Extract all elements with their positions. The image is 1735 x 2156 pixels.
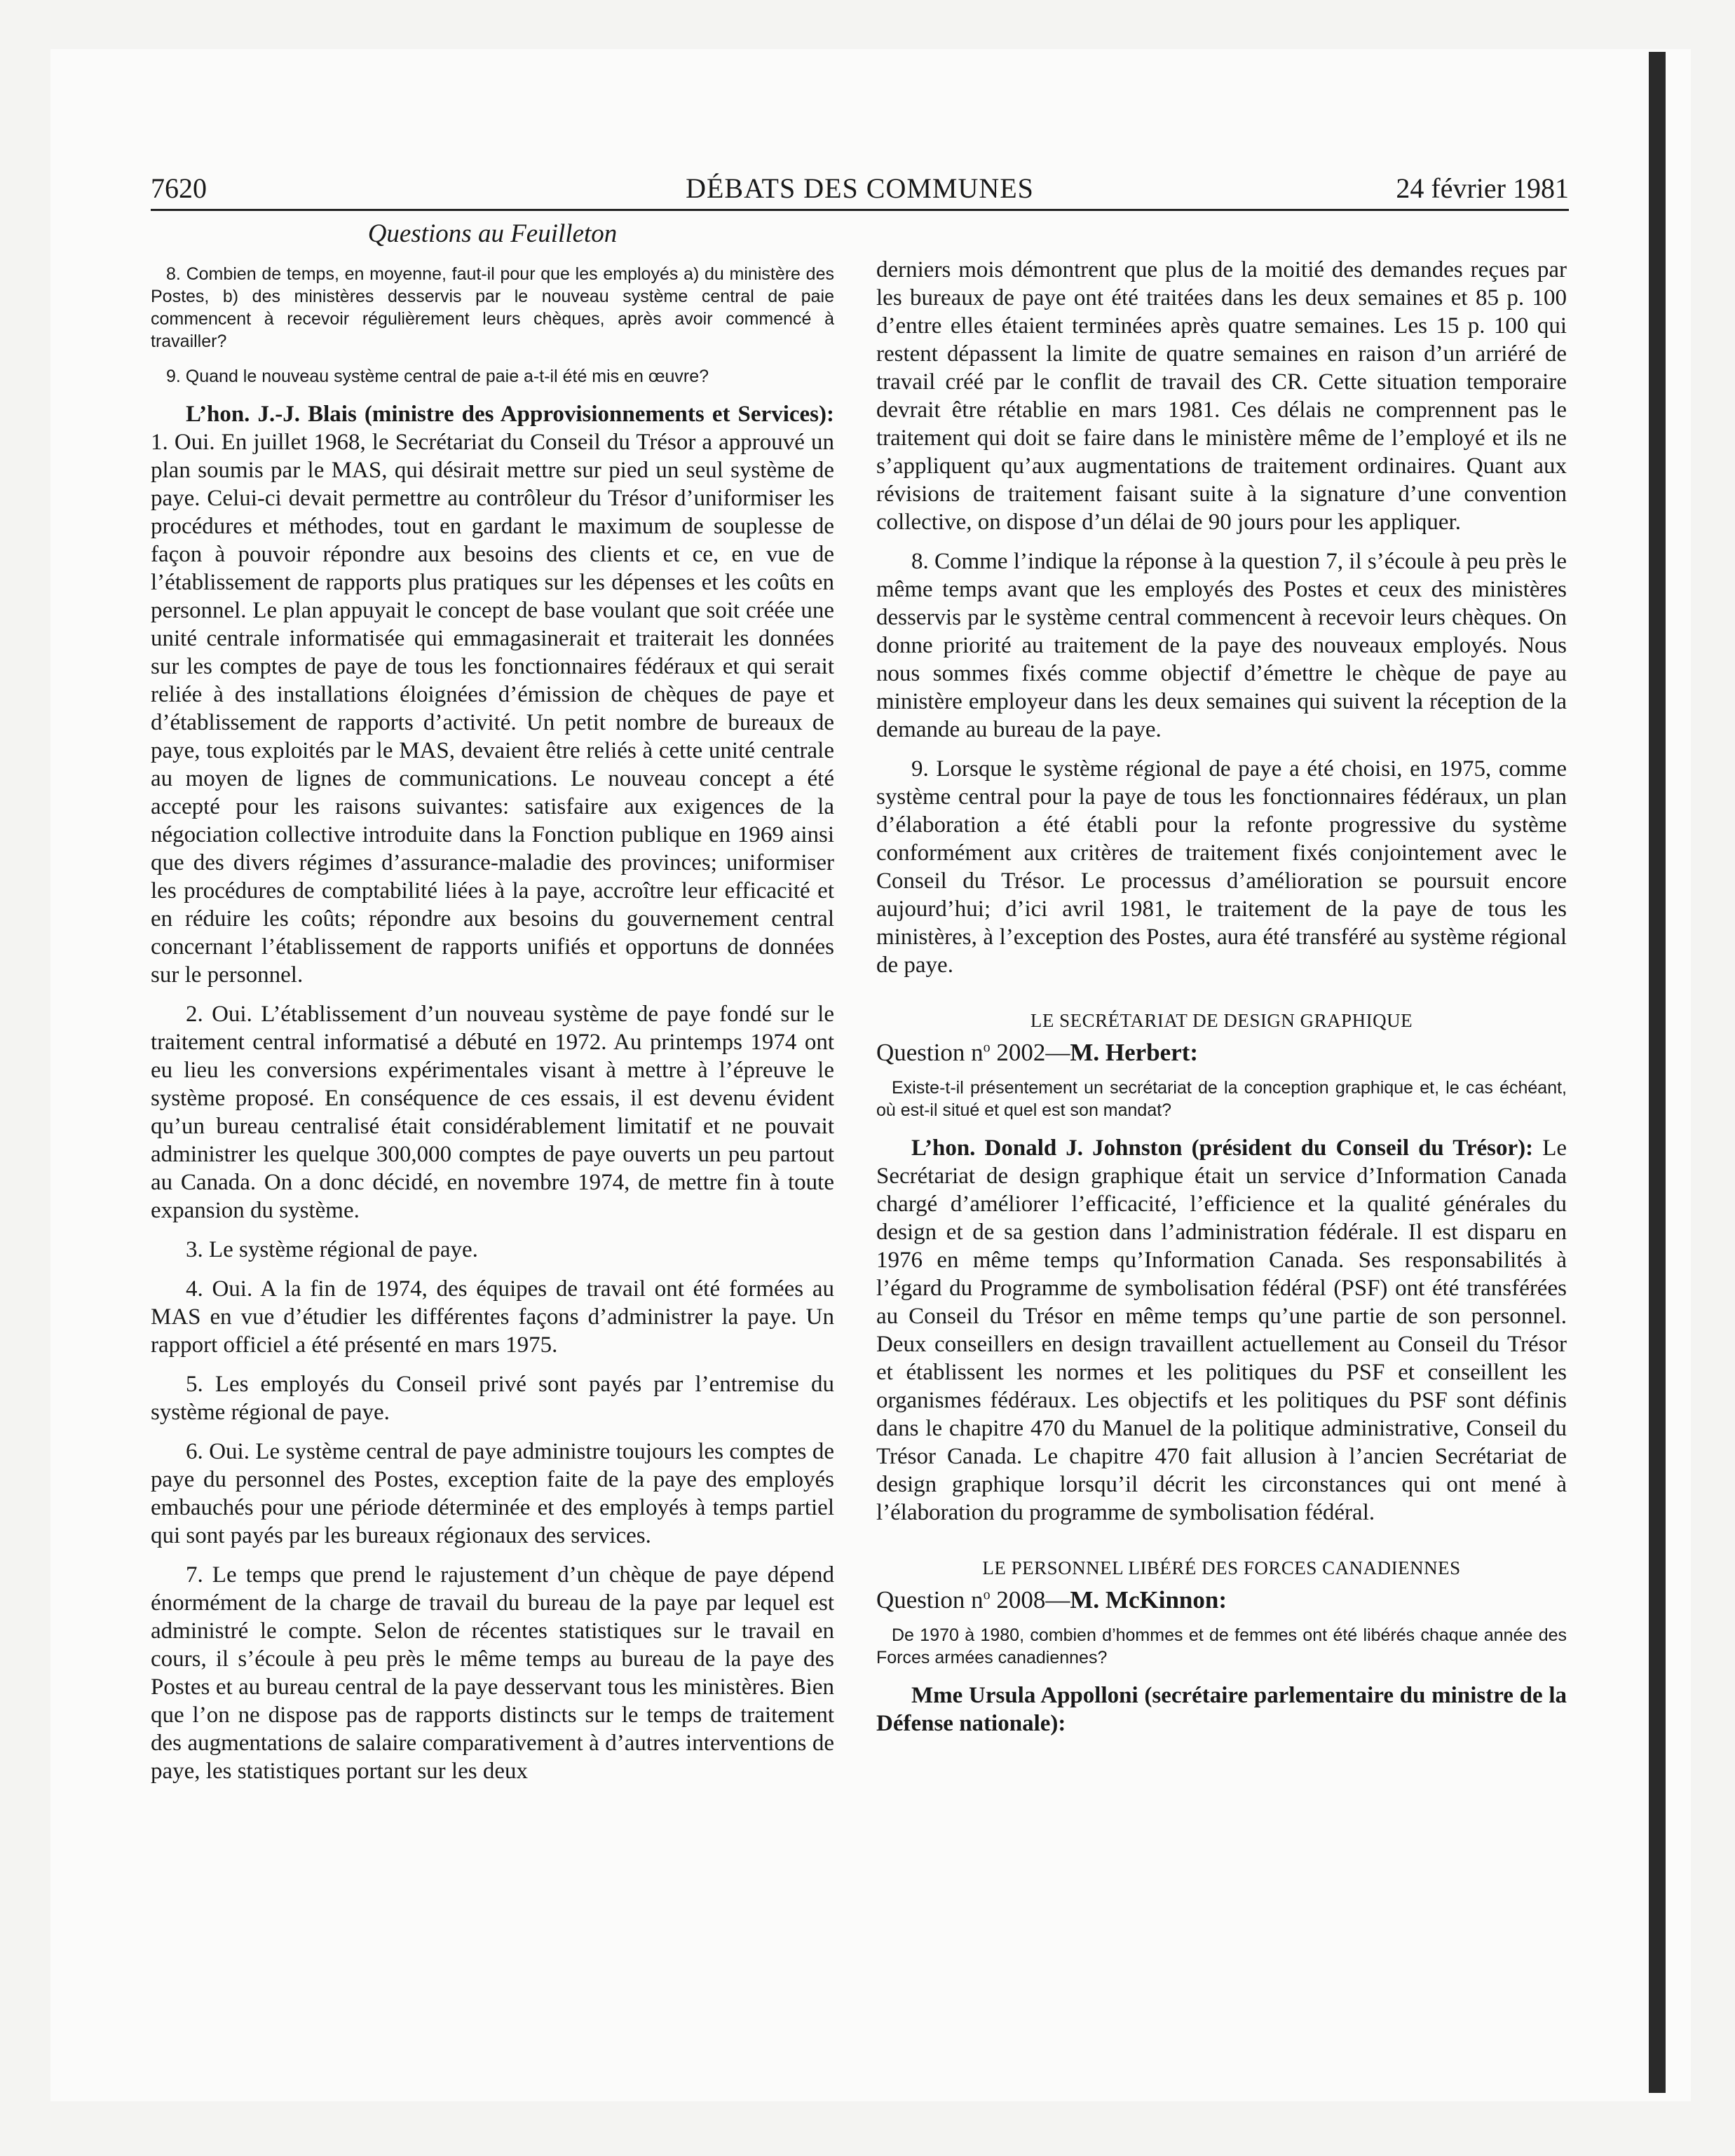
right-column [876, 256, 1567, 1749]
answer-1: 1. Oui. En juillet 1968, le Secrétariat du Conseil du Trésor a approuvé un plan soumis par le MAS, qui désirait mettre sur pied un seul système de paye. Celui-ci devait permettre au contrôleur du Trésor d’uniformiser les procédures et méthodes, tout en gardant le maximum de souplesse de façon à pouvoir répondre aux besoins des clients et ce, en vue de l’établissement de rapports plus pratiques sur les dépenses et les coûts en personnel. Le plan appuyait le concept de base voulant que soit créée une unité centrale informatisée qui emmagasinerait et traiterait les données sur les comptes de paye de tous les fonctionnaires fédéraux et qui serait reliée à des installations éloignées d’émission de chèques de paye et d’établissement de rapports d’activité. Un petit nombre de bureaux de paye, tous exploités par le MAS, devaient être reliés à cette unité centrale au moyen de lignes de communications. Le nouveau concept a été accepté pour les raisons suivantes: satisfaire aux exigences de la négociation collective introduite dans la Fonction publique en 1969 ainsi que des divers régimes d’assurance-maladie des provinces; uniformiser les procédures de comptabilité liées à la paye, accroître leur efficacité et en réduire les coûts; répondre aux besoins du gouvernement central concernant l’établissement de rapports unifiés et opportuns de données sur le personnel. [151, 430, 834, 988]
question-2008-text: De 1970 à 1980, combien d’hommes et de femmes ont été libérés chaque année des Forces armées canadiennes? [876, 1625, 1567, 1667]
answer-4: 4. Oui. A la fin de 1974, des équipes de travail ont été formées au MAS en vue d’étudier les différentes façons d’administrer la paye. Un rapport officiel a été présenté en mars 1975. [151, 1276, 834, 1358]
answer-paragraph-1 [151, 400, 834, 989]
answer-6: 6. Oui. Le système central de paye administre toujours les comptes de paye du personnel des Postes, exception faite de la paye des employés embauchés pour une période déterminée et des employés à temps partiel qui sont payés par les bureaux régionaux des services. [151, 1439, 834, 1548]
publication-title: DÉBATS DES COMMUNES [686, 172, 1034, 204]
answer-5: 5. Les employés du Conseil privé sont payés par l’entremise du système régional de paye. [151, 1372, 834, 1425]
left-column [151, 219, 834, 1796]
page-date: 24 février 1981 [1396, 172, 1569, 204]
rubric-design-graphique: LE SECRÉTARIAT DE DESIGN GRAPHIQUE [1030, 1010, 1413, 1031]
answer-2: 2. Oui. L’établissement d’un nouveau système de paye fondé sur le traitement central informatisé a débuté en 1972. Au printemps 1974 ont eu lieu les conversions expérimentales visant à mettre à l’épreuve le système proposé. En conséquence de ces essais, il est devenu évident qu’un bureau centralisé était considérablement limitatif et ne pouvait administrer les quelque 300,000 comptes de paye ouverts un peu partout au Canada. On a donc décidé, en novembre 1974, de mettre fin à toute expansion du système. [151, 1002, 834, 1223]
question-label: Question n [876, 1586, 984, 1613]
answer-3: 3. Le système régional de paye. [186, 1237, 478, 1262]
question-number: 2002— [990, 1039, 1070, 1066]
numero-sup: o [983, 1039, 991, 1056]
rubric-personnel-libere: LE PERSONNEL LIBÉRÉ DES FORCES CANADIENNES [982, 1557, 1461, 1578]
question-member: M. McKinnon: [1070, 1586, 1227, 1613]
question-2008-heading [876, 1586, 1567, 1614]
answer-7-continued: derniers mois démontrent que plus de la moitié des demandes reçues par les bureaux de paye ont été traitées dans les deux semaines et 85 p. 100 d’entre elles étaient terminées après quatre semaines. Les 15 p. 100 qui restent dépassent la limite de quatre semaines en raison d’un arriéré de travail créé par le conflit de travail des CR. Cette situation temporaire devrait être rétablie en mars 1981. Ces délais ne comprennent pas le traitement qui doit se faire dans le ministère même de l’employé et ils ne s’appliquent qu’aux augmentations de traitement ordinaires. Quant aux révisions de traitement faisant suite à la signature d’une convention collective, on dispose d’un délai de 90 jours pour les appliquer. [876, 257, 1567, 535]
numero-sup: o [983, 1587, 991, 1603]
answer-9: 9. Lorsque le système régional de paye a été choisi, en 1975, comme système central pour la paye de tous les fonctionnaires fédéraux, un plan d’élaboration a été établi pour la refonte progressive du système conformément aux critères de traitement fixés conjointement avec le Conseil du Trésor. Le processus d’amélioration se poursuit encore aujourd’hui; d’ici avril 1981, le traitement de la paye de tous les ministères, à l’exception des Postes, aura été transféré au système régional de paye. [876, 756, 1567, 978]
question-number: 2008— [990, 1586, 1070, 1613]
question-member: M. Herbert: [1070, 1039, 1199, 1066]
answer-2008-paragraph [876, 1681, 1567, 1738]
question-2002-heading [876, 1039, 1567, 1067]
answer-2002: Le Secrétariat de design graphique était un service d’Information Canada chargé d’améliorer l’efficacité, l’efficience et la qualité générales du design et de sa gestion dans l’administration fédérale. Il est disparu en 1976 en même temps qu’Information Canada. Ses responsabilités à l’égard du Programme de symbolisation fédéral (PSF) ont été transférées au Conseil du Trésor en même temps qu’une partie de son personnel. Deux conseillers en design travaillent actuellement au Conseil du Trésor et établissent les normes et les politiques du PSF et conseillent les organismes fédéraux. Les objectifs et les politiques du PSF sont définis dans le chapitre 470 du Manuel de la politique administrative, Conseil du Trésor Canada. Le chapitre 470 fait allusion à l’ancien Secrétariat de design graphique lorsqu’il décrit les circonstances qui ont mené à l’élaboration du programme de symbolisation fédéral. [876, 1135, 1567, 1525]
question-label: Question n [876, 1039, 984, 1066]
speaker-name: L’hon. J.-J. Blais (ministre des Approvisionnements et Services): [186, 402, 834, 427]
speaker-name-2: L’hon. Donald J. Johnston (président du Conseil du Trésor): [911, 1135, 1534, 1161]
page-number: 7620 [151, 172, 207, 204]
question-2002-text: Existe-t-il présentement un secrétariat de la conception graphique et, le cas échéant, où est-il situé et quel est son mandat? [876, 1078, 1567, 1120]
question-9: 9. Quand le nouveau système central de paie a-t-il été mis en œuvre? [166, 367, 709, 386]
answer-8: 8. Comme l’indique la réponse à la question 7, il s’écoule à peu près le même temps avant que les employés des Postes et ceux des ministères desservis par le système central commencent à recevoir leurs chèques. On donne priorité au traitement de la paye des nouveaux employés. Nous nous sommes fixés comme objectif d’émettre le chèque de paye au ministère employeur dans les deux semaines qui suivent la réception de la demande au bureau de la paye. [876, 549, 1567, 742]
scan-edge-bar [1649, 52, 1666, 2093]
section-title: Questions au Feuilleton [367, 219, 618, 248]
answer-2002-paragraph [876, 1134, 1567, 1527]
speaker-name-3: Mme Ursula Appolloni (secrétaire parlementaire du ministre de la Défense nationale): [876, 1683, 1567, 1736]
question-8: 8. Combien de temps, en moyenne, faut-il pour que les employés a) du ministère des Postes, b) des ministères desservis par le nouveau système central de paie commencent à recevoir régulièrement leurs chèques, après avoir commencé à travailler? [151, 264, 834, 351]
page-header [151, 160, 1569, 211]
answer-7: 7. Le temps que prend le rajustement d’un chèque de paye dépend énormément de la charge de travail du bureau de la paye par lequel est administré le compte. Selon de récentes statistiques sur le travail en cours, il s’écoule à peu près le même temps au bureau de la paye des Postes et au bureau central de la paye desservant tous les ministères. Bien que l’on ne dispose pas de rapports distincts sur le temps de traitement des augmentations de salaire comparativement à d’autres interventions de paye, les statistiques portant sur les deux [151, 1562, 834, 1784]
